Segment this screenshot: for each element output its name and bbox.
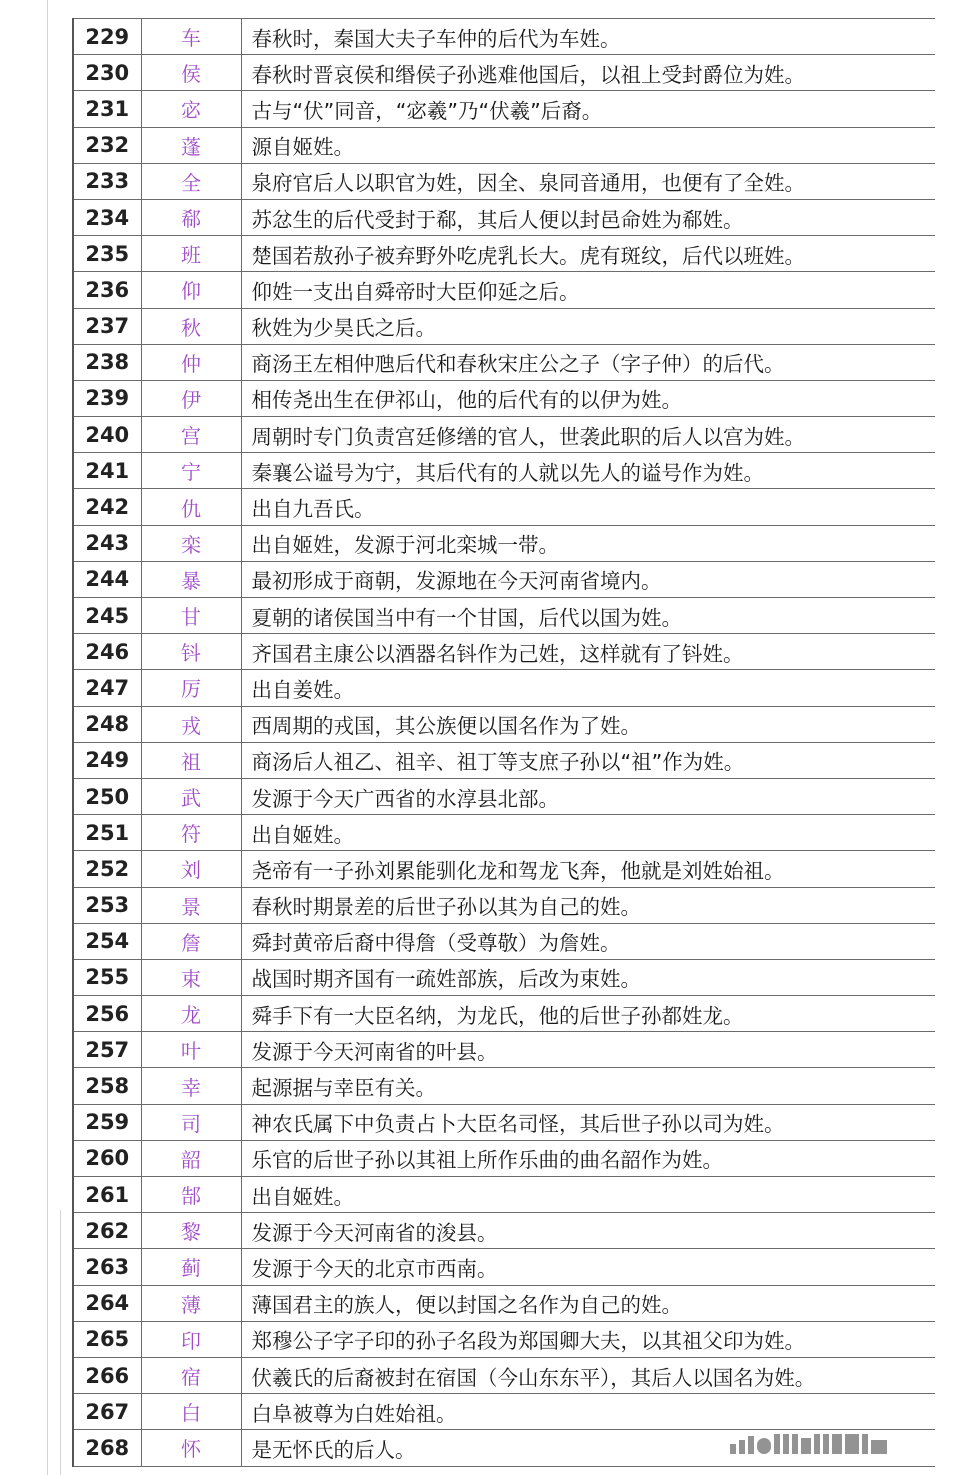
surname-cell: 郗 — [141, 199, 241, 235]
origin-cell: 起源据与幸臣有关。 — [241, 1068, 935, 1104]
table-row — [73, 308, 935, 344]
origin-cell: 舜手下有一大臣名纳，为龙氏，他的后世子孙都姓龙。 — [241, 996, 935, 1032]
surname-cell: 宫 — [141, 417, 241, 453]
surname-cell: 秋 — [141, 308, 241, 344]
surname-cell: 武 — [141, 778, 241, 814]
number-cell: 234 — [73, 199, 141, 235]
number-cell: 233 — [73, 163, 141, 199]
table-row — [73, 236, 935, 272]
origin-cell: 发源于今天的北京市西南。 — [241, 1249, 935, 1285]
number-cell: 248 — [73, 706, 141, 742]
table-row — [73, 525, 935, 561]
table-row — [73, 634, 935, 670]
table-row — [73, 1032, 935, 1068]
table-row — [73, 272, 935, 308]
table-row — [73, 1321, 935, 1357]
origin-cell: 最初形成于商朝，发源地在今天河南省境内。 — [241, 561, 935, 597]
surname-cell: 郜 — [141, 1177, 241, 1213]
surname-cell: 蓬 — [141, 127, 241, 163]
table-row — [73, 1394, 935, 1430]
origin-cell: 出自姬姓。 — [241, 1177, 935, 1213]
origin-cell: 出自姜姓。 — [241, 670, 935, 706]
surname-cell: 薄 — [141, 1285, 241, 1321]
table-row — [73, 453, 935, 489]
origin-cell: 郑穆公子字子印的孙子名段为郑国卿大夫，以其祖父印为姓。 — [241, 1321, 935, 1357]
number-cell: 243 — [73, 525, 141, 561]
number-cell: 246 — [73, 634, 141, 670]
table-row — [73, 923, 935, 959]
surname-cell: 栾 — [141, 525, 241, 561]
number-cell: 250 — [73, 778, 141, 814]
origin-cell: 薄国君主的族人，便以封国之名作为自己的姓。 — [241, 1285, 935, 1321]
surname-cell: 龙 — [141, 996, 241, 1032]
table-row — [73, 19, 935, 55]
origin-cell: 商汤后人祖乙、祖辛、祖丁等支庶子孙以“祖”作为姓。 — [241, 742, 935, 778]
page-margin-rule-secondary — [60, 1210, 61, 1475]
surname-cell: 印 — [141, 1321, 241, 1357]
number-cell: 254 — [73, 923, 141, 959]
table-row — [73, 1357, 935, 1393]
number-cell: 239 — [73, 380, 141, 416]
origin-cell: 春秋时期景差的后世子孙以其为自己的姓。 — [241, 887, 935, 923]
origin-cell: 神农氏属下中负责占卜大臣名司怪，其后世子孙以司为姓。 — [241, 1104, 935, 1140]
origin-cell: 乐官的后世子孙以其祖上所作乐曲的曲名韶作为姓。 — [241, 1140, 935, 1176]
number-cell: 256 — [73, 996, 141, 1032]
origin-cell: 发源于今天广西省的水淳县北部。 — [241, 778, 935, 814]
table-row — [73, 1249, 935, 1285]
surname-cell: 怀 — [141, 1430, 241, 1466]
number-cell: 265 — [73, 1321, 141, 1357]
number-cell: 247 — [73, 670, 141, 706]
number-cell: 240 — [73, 417, 141, 453]
origin-cell: 白阜被尊为白姓始祖。 — [241, 1394, 935, 1430]
number-cell: 235 — [73, 236, 141, 272]
number-cell: 267 — [73, 1394, 141, 1430]
table-row — [73, 851, 935, 887]
surname-cell: 仇 — [141, 489, 241, 525]
number-cell: 251 — [73, 815, 141, 851]
number-cell: 258 — [73, 1068, 141, 1104]
surname-cell: 仰 — [141, 272, 241, 308]
table-row — [73, 959, 935, 995]
origin-cell: 商汤王左相仲虺后代和春秋宋庄公之子（字子仲）的后代。 — [241, 344, 935, 380]
surname-cell: 车 — [141, 19, 241, 55]
table-body — [73, 19, 935, 1467]
origin-cell: 战国时期齐国有一疏姓部族，后改为束姓。 — [241, 959, 935, 995]
number-cell: 260 — [73, 1140, 141, 1176]
table-row — [73, 1140, 935, 1176]
table-row — [73, 996, 935, 1032]
table-row — [73, 1104, 935, 1140]
origin-cell: 齐国君主康公以酒器名钭作为己姓，这样就有了钭姓。 — [241, 634, 935, 670]
table-row — [73, 163, 935, 199]
number-cell: 255 — [73, 959, 141, 995]
table-row — [73, 1177, 935, 1213]
number-cell: 263 — [73, 1249, 141, 1285]
number-cell: 249 — [73, 742, 141, 778]
surname-cell: 刘 — [141, 851, 241, 887]
surname-cell: 詹 — [141, 923, 241, 959]
origin-cell: 出自姬姓。 — [241, 815, 935, 851]
surname-cell: 侯 — [141, 55, 241, 91]
surname-cell: 宿 — [141, 1357, 241, 1393]
table-row — [73, 1285, 935, 1321]
origin-cell: 尧帝有一子孙刘累能驯化龙和驾龙飞奔，他就是刘姓始祖。 — [241, 851, 935, 887]
origin-cell: 秦襄公谥号为宁，其后代有的人就以先人的谥号作为姓。 — [241, 453, 935, 489]
surname-cell: 叶 — [141, 1032, 241, 1068]
origin-cell: 春秋时，秦国大夫子车仲的后代为车姓。 — [241, 19, 935, 55]
table-row — [73, 1213, 935, 1249]
table-row — [73, 380, 935, 416]
surname-cell: 束 — [141, 959, 241, 995]
surname-cell: 白 — [141, 1394, 241, 1430]
number-cell: 259 — [73, 1104, 141, 1140]
origin-cell: 苏忿生的后代受封于郗，其后人便以封邑命姓为郗姓。 — [241, 199, 935, 235]
watermark-logo — [730, 1432, 945, 1454]
origin-cell: 古与“伏”同音，“宓羲”乃“伏羲”后裔。 — [241, 91, 935, 127]
number-cell: 257 — [73, 1032, 141, 1068]
origin-cell: 西周期的戎国，其公族便以国名作为了姓。 — [241, 706, 935, 742]
surname-cell: 祖 — [141, 742, 241, 778]
number-cell: 236 — [73, 272, 141, 308]
origin-cell: 泉府官后人以职官为姓，因全、泉同音通用，也便有了全姓。 — [241, 163, 935, 199]
surname-cell: 暴 — [141, 561, 241, 597]
table-row — [73, 344, 935, 380]
surname-cell: 戎 — [141, 706, 241, 742]
surname-cell: 厉 — [141, 670, 241, 706]
surname-cell: 伊 — [141, 380, 241, 416]
table-row — [73, 815, 935, 851]
table-row — [73, 670, 935, 706]
surname-cell: 宁 — [141, 453, 241, 489]
surname-cell: 宓 — [141, 91, 241, 127]
surname-cell: 韶 — [141, 1140, 241, 1176]
number-cell: 244 — [73, 561, 141, 597]
origin-cell: 伏羲氏的后裔被封在宿国（今山东东平），其后人以国名为姓。 — [241, 1357, 935, 1393]
number-cell: 253 — [73, 887, 141, 923]
origin-cell: 周朝时专门负责宫廷修缮的官人，世袭此职的后人以宫为姓。 — [241, 417, 935, 453]
number-cell: 229 — [73, 19, 141, 55]
surname-cell: 甘 — [141, 598, 241, 634]
origin-cell: 舜封黄帝后裔中得詹（受尊敬）为詹姓。 — [241, 923, 935, 959]
surname-cell: 钭 — [141, 634, 241, 670]
table-row — [73, 1068, 935, 1104]
table-row — [73, 887, 935, 923]
surname-cell: 班 — [141, 236, 241, 272]
page-margin-rule — [47, 0, 48, 1475]
origin-cell: 发源于今天河南省的浚县。 — [241, 1213, 935, 1249]
origin-cell: 楚国若敖孙子被弃野外吃虎乳长大。虎有斑纹，后代以班姓。 — [241, 236, 935, 272]
origin-cell: 秋姓为少昊氏之后。 — [241, 308, 935, 344]
table-row — [73, 561, 935, 597]
origin-cell: 是无怀氏的后人。 — [241, 1430, 935, 1466]
number-cell: 230 — [73, 55, 141, 91]
table-row — [73, 417, 935, 453]
table-row — [73, 127, 935, 163]
surname-origin-table — [72, 18, 935, 1467]
table-row — [73, 55, 935, 91]
surname-cell: 符 — [141, 815, 241, 851]
origin-cell: 相传尧出生在伊祁山，他的后代有的以伊为姓。 — [241, 380, 935, 416]
surname-cell: 司 — [141, 1104, 241, 1140]
origin-cell: 源自姬姓。 — [241, 127, 935, 163]
table-row — [73, 489, 935, 525]
table-row — [73, 706, 935, 742]
number-cell: 231 — [73, 91, 141, 127]
surname-cell: 幸 — [141, 1068, 241, 1104]
number-cell: 252 — [73, 851, 141, 887]
number-cell: 242 — [73, 489, 141, 525]
number-cell: 262 — [73, 1213, 141, 1249]
number-cell: 237 — [73, 308, 141, 344]
number-cell: 264 — [73, 1285, 141, 1321]
origin-cell: 出自九吾氏。 — [241, 489, 935, 525]
table-row — [73, 91, 935, 127]
number-cell: 241 — [73, 453, 141, 489]
table-row — [73, 778, 935, 814]
number-cell: 245 — [73, 598, 141, 634]
number-cell: 232 — [73, 127, 141, 163]
number-cell: 238 — [73, 344, 141, 380]
origin-cell: 发源于今天河南省的叶县。 — [241, 1032, 935, 1068]
origin-cell: 出自姬姓，发源于河北栾城一带。 — [241, 525, 935, 561]
surname-cell: 黎 — [141, 1213, 241, 1249]
origin-cell: 春秋时晋哀侯和缗侯子孙逃难他国后，以祖上受封爵位为姓。 — [241, 55, 935, 91]
surname-cell: 蓟 — [141, 1249, 241, 1285]
surname-cell: 景 — [141, 887, 241, 923]
surname-cell: 全 — [141, 163, 241, 199]
number-cell: 266 — [73, 1357, 141, 1393]
origin-cell: 夏朝的诸侯国当中有一个甘国，后代以国为姓。 — [241, 598, 935, 634]
number-cell: 268 — [73, 1430, 141, 1466]
surname-cell: 仲 — [141, 344, 241, 380]
number-cell: 261 — [73, 1177, 141, 1213]
table-row — [73, 598, 935, 634]
table-row — [73, 742, 935, 778]
table-row — [73, 199, 935, 235]
origin-cell: 仰姓一支出自舜帝时大臣仰延之后。 — [241, 272, 935, 308]
